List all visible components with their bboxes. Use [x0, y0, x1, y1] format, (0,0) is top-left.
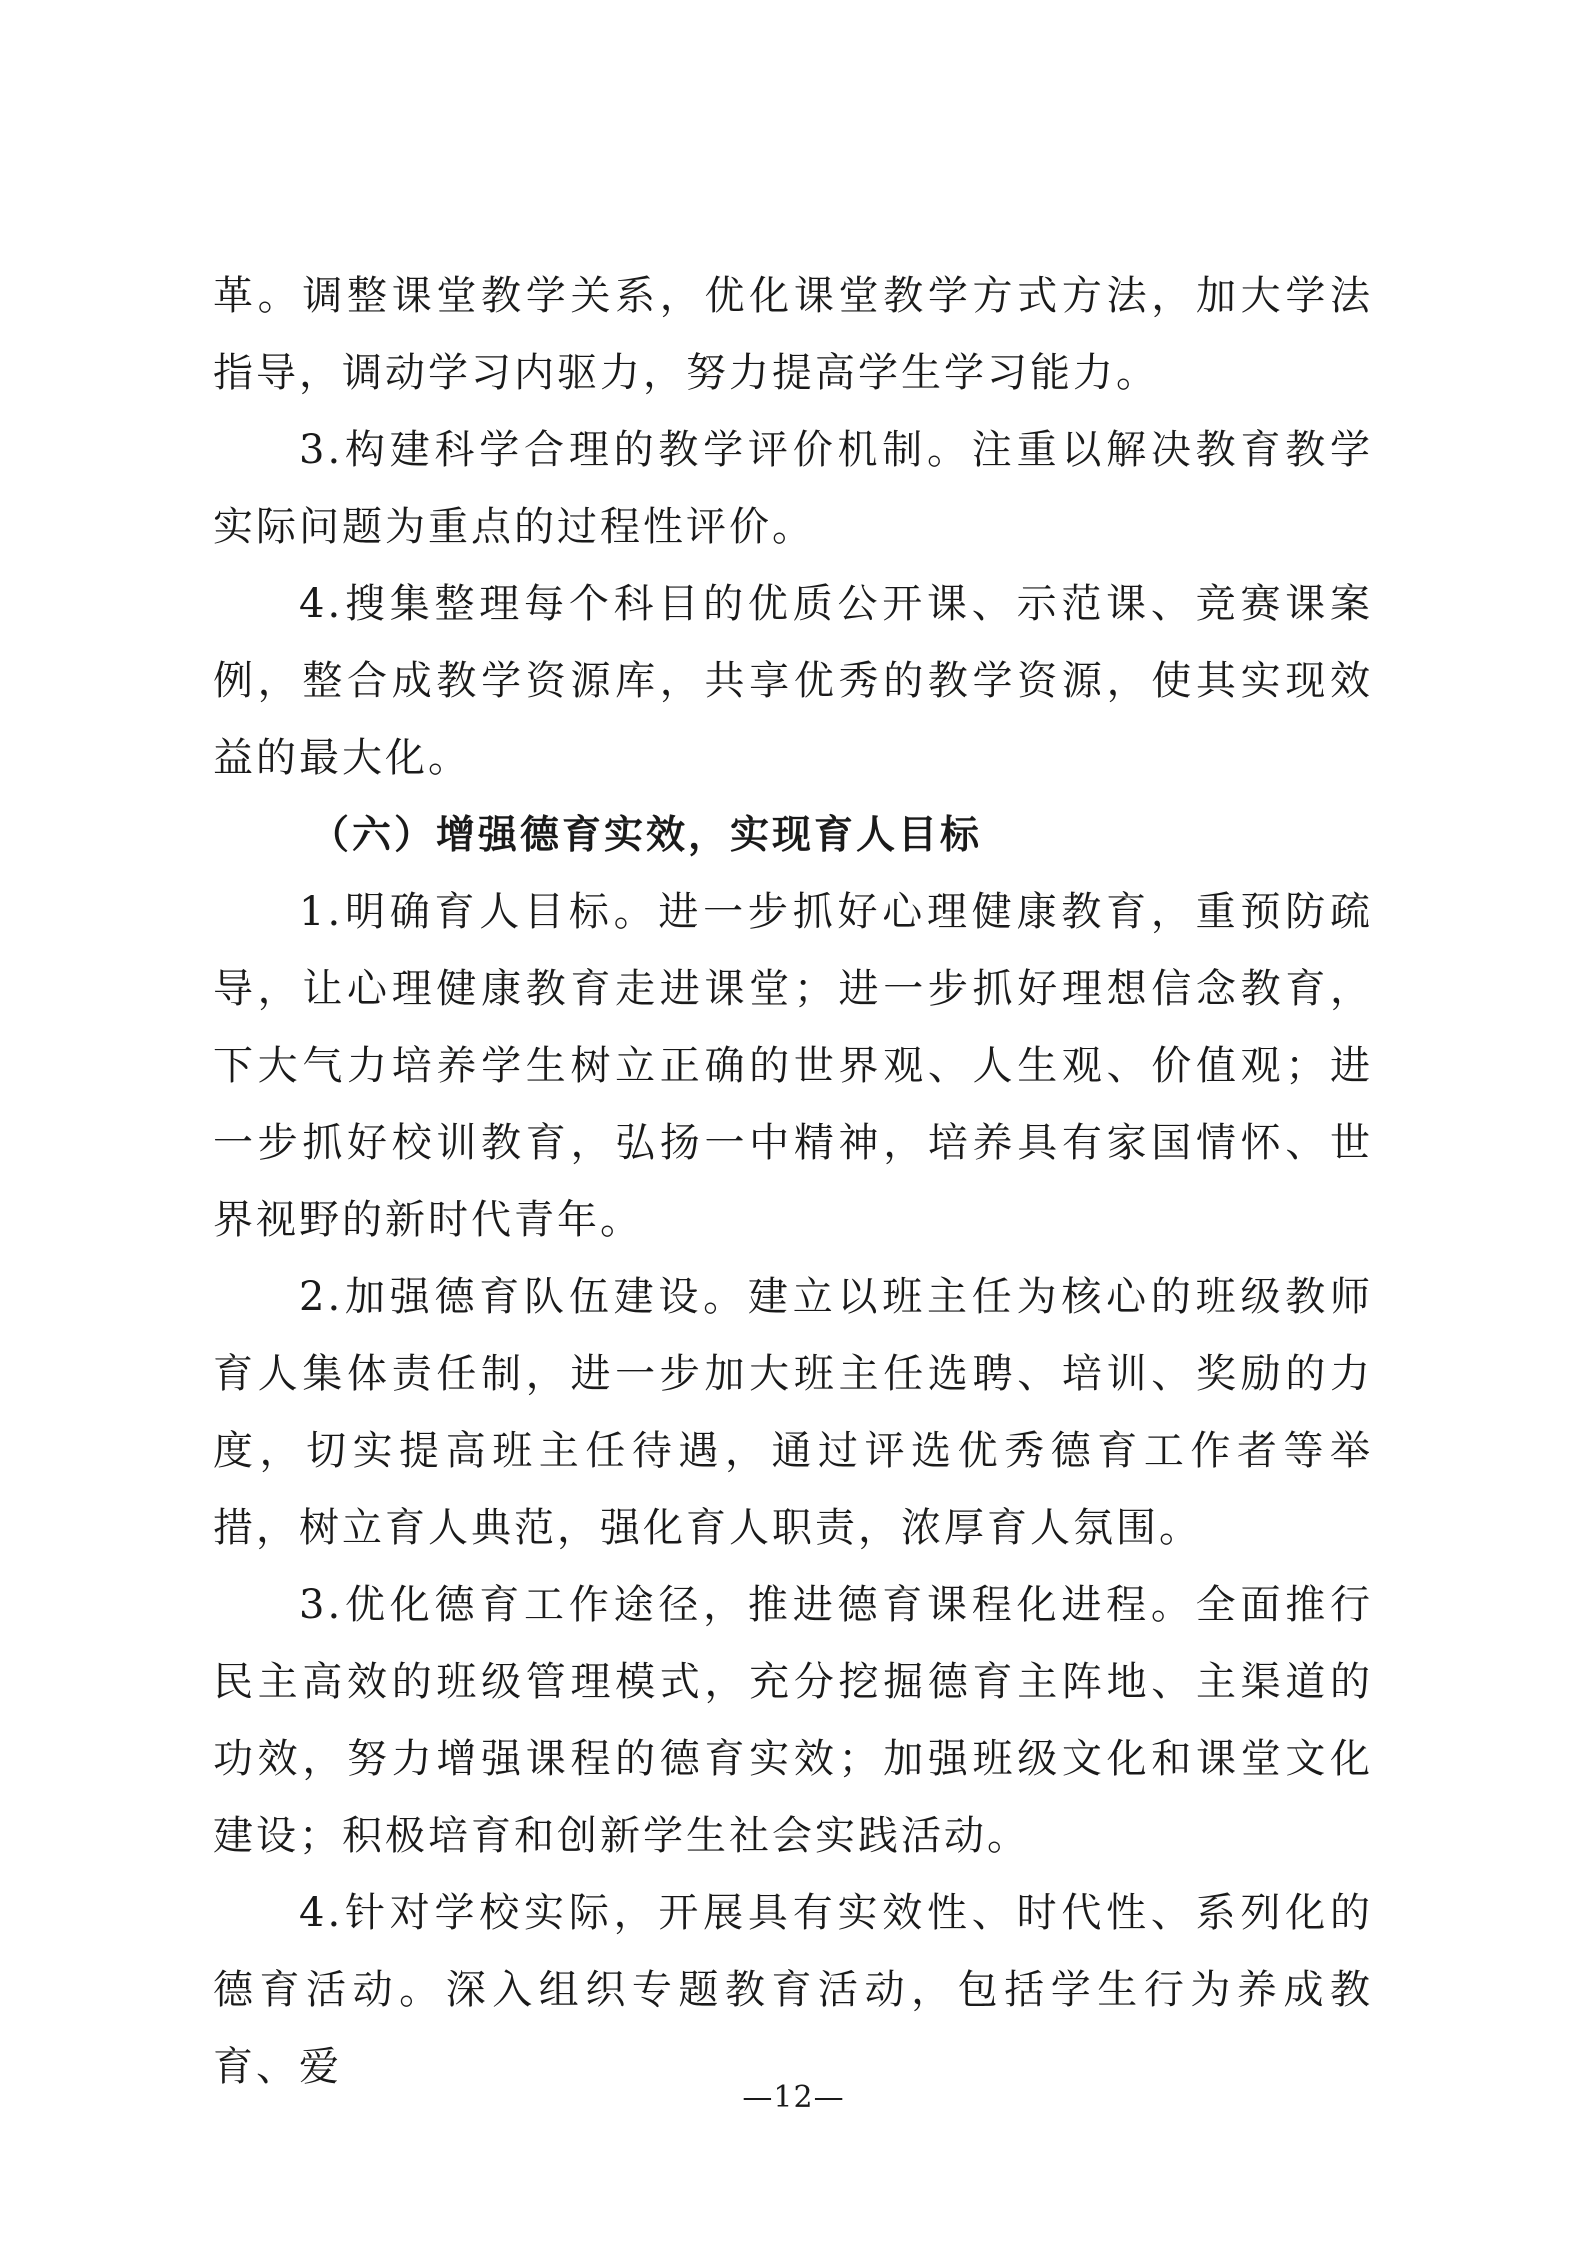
paragraph-moral-item-2: 2.加强德育队伍建设。建立以班主任为核心的班级教师育人集体责任制，进一步加大班主任选聘、培训、奖励的力度，切实提高班主任待遇，通过评选优秀德育工作者等举措，树立育人典范，强化育人职责，浓厚育人氛围。 — [213, 1274, 1373, 1551]
page-number: —12— — [742, 2080, 845, 2115]
paragraph-item-4-resources: 4.搜集整理每个科目的优质公开课、示范课、竞赛课案例，整合成教学资源库，共享优秀的教学资源，使其实现效益的最大化。 — [213, 581, 1373, 781]
paragraph-moral-item-4: 4.针对学校实际，开展具有实效性、时代性、系列化的德育活动。深入组织专题教育活动，包括学生行为养成教育、爱 — [213, 1890, 1373, 2090]
body-text — [213, 258, 1373, 2106]
paragraph-moral-item-3: 3.优化德育工作途径，推进德育课程化进程。全面推行民主高效的班级管理模式，充分挖掘德育主阵地、主渠道的功效，努力增强课程的德育实效；加强班级文化和课堂文化建设；积极培育和创新学生社会实践活动。 — [213, 1582, 1373, 1859]
paragraph-item-3-evaluation: 3.构建科学合理的教学评价机制。注重以解决教育教学实际问题为重点的过程性评价。 — [213, 427, 1373, 550]
section-heading-six: （六）增强德育实效，实现育人目标 — [310, 813, 983, 858]
paragraph-continued: 革。调整课堂教学关系，优化课堂教学方式方法，加大学法指导，调动学习内驱力，努力提高学生学习能力。 — [213, 273, 1373, 396]
paragraph-moral-item-1: 1.明确育人目标。进一步抓好心理健康教育，重预防疏导，让心理健康教育走进课堂；进一步抓好理想信念教育，下大气力培养学生树立正确的世界观、人生观、价值观；进一步抓好校训教育，弘扬一中精神，培养具有家国情怀、世界视野的新时代青年。 — [213, 889, 1373, 1243]
